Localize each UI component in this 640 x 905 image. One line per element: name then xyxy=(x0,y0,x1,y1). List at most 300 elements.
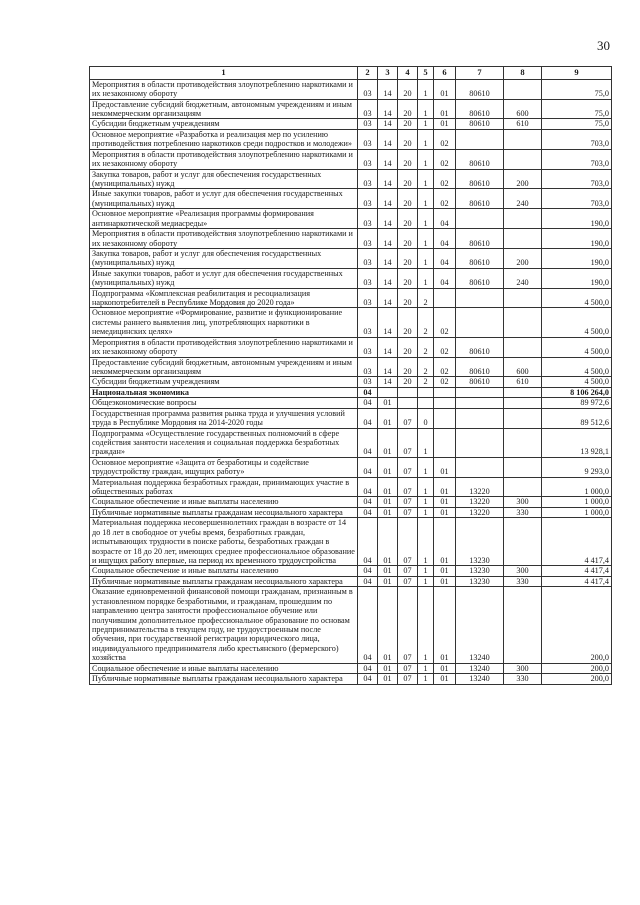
row-code-c8: 200 xyxy=(504,248,542,268)
row-code-c2: 04 xyxy=(358,576,378,586)
row-amount: 190,0 xyxy=(542,248,612,268)
row-code-c5: 1 xyxy=(418,457,434,477)
row-code-c4: 07 xyxy=(398,663,418,673)
row-code-c6: 01 xyxy=(434,497,456,507)
row-code-c8: 300 xyxy=(504,566,542,576)
row-code-c3: 14 xyxy=(378,337,398,357)
table-row xyxy=(90,337,612,357)
row-code-c8: 330 xyxy=(504,674,542,684)
row-code-c5: 1 xyxy=(418,576,434,586)
row-amount: 200,0 xyxy=(542,663,612,673)
row-code-c2: 03 xyxy=(358,308,378,337)
row-code-c8 xyxy=(504,308,542,337)
row-code-c3: 01 xyxy=(378,518,398,566)
row-code-c6: 01 xyxy=(434,587,456,663)
row-code-c3: 01 xyxy=(378,477,398,497)
row-amount: 4 417,4 xyxy=(542,576,612,586)
row-code-c4: 20 xyxy=(398,229,418,249)
row-code-c3 xyxy=(378,387,398,397)
table-row xyxy=(90,576,612,586)
row-code-c2: 04 xyxy=(358,387,378,397)
row-name: Основное мероприятие «Формирование, развитие и функционирование системы раннего выявления лиц, употребляющих наркотики в немедицинских целях» xyxy=(90,308,358,337)
row-code-c6 xyxy=(434,398,456,408)
budget-table xyxy=(89,66,612,685)
row-code-c8: 300 xyxy=(504,663,542,673)
row-code-c4: 07 xyxy=(398,507,418,517)
row-code-c6 xyxy=(434,428,456,457)
row-code-c2: 04 xyxy=(358,477,378,497)
row-code-c3: 14 xyxy=(378,79,398,99)
row-code-c4: 20 xyxy=(398,189,418,209)
row-code-c7: 13240 xyxy=(456,663,504,673)
row-code-c5: 1 xyxy=(418,189,434,209)
column-header-4: 4 xyxy=(398,67,418,80)
row-code-c8: 600 xyxy=(504,99,542,119)
row-code-c6: 04 xyxy=(434,268,456,288)
row-code-c7: 80610 xyxy=(456,99,504,119)
row-code-c6: 01 xyxy=(434,99,456,119)
row-code-c6: 01 xyxy=(434,576,456,586)
row-name: Общеэкономические вопросы xyxy=(90,398,358,408)
row-code-c8: 600 xyxy=(504,357,542,377)
row-code-c3: 14 xyxy=(378,189,398,209)
row-code-c7: 13230 xyxy=(456,518,504,566)
row-code-c5 xyxy=(418,387,434,397)
row-code-c3: 01 xyxy=(378,428,398,457)
row-name: Мероприятия в области противодействия злоупотреблению наркотиками и их незаконному обороту xyxy=(90,149,358,169)
row-code-c2: 03 xyxy=(358,79,378,99)
row-code-c8 xyxy=(504,229,542,249)
row-code-c2: 03 xyxy=(358,377,378,387)
row-code-c2: 03 xyxy=(358,229,378,249)
row-code-c3: 01 xyxy=(378,674,398,684)
row-code-c4: 07 xyxy=(398,576,418,586)
row-code-c3: 14 xyxy=(378,377,398,387)
row-code-c8: 240 xyxy=(504,268,542,288)
row-amount: 4 417,4 xyxy=(542,518,612,566)
row-name: Мероприятия в области противодействия злоупотреблению наркотиками и их незаконному обороту xyxy=(90,229,358,249)
table-row xyxy=(90,79,612,99)
row-code-c7 xyxy=(456,428,504,457)
row-code-c8: 610 xyxy=(504,119,542,129)
row-amount: 190,0 xyxy=(542,229,612,249)
row-code-c4: 20 xyxy=(398,209,418,229)
row-code-c7 xyxy=(456,398,504,408)
row-code-c6: 02 xyxy=(434,337,456,357)
row-code-c6: 04 xyxy=(434,229,456,249)
row-name: Предоставление субсидий бюджетным, автономным учреждениям и иным некоммерческим организациям xyxy=(90,99,358,119)
row-name: Публичные нормативные выплаты гражданам несоциального характера xyxy=(90,507,358,517)
row-code-c8 xyxy=(504,387,542,397)
row-code-c5 xyxy=(418,398,434,408)
table-row xyxy=(90,428,612,457)
row-code-c5: 1 xyxy=(418,566,434,576)
row-code-c2: 04 xyxy=(358,457,378,477)
row-code-c6: 02 xyxy=(434,149,456,169)
row-code-c8: 330 xyxy=(504,576,542,586)
row-code-c8 xyxy=(504,428,542,457)
row-name: Основное мероприятие «Защита от безработицы и содействие трудоустройству граждан, ищущих работу» xyxy=(90,457,358,477)
row-code-c7: 80610 xyxy=(456,229,504,249)
row-code-c6: 02 xyxy=(434,129,456,149)
row-code-c8 xyxy=(504,209,542,229)
row-name: Иные закупки товаров, работ и услуг для обеспечения государственных (муниципальных) нужд xyxy=(90,189,358,209)
row-amount: 703,0 xyxy=(542,189,612,209)
row-code-c3: 01 xyxy=(378,497,398,507)
row-code-c7 xyxy=(456,408,504,428)
row-name: Подпрограмма «Комплексная реабилитация и ресоциализация наркопотребителей в Республике Мордовия до 2020 года» xyxy=(90,288,358,308)
row-code-c8 xyxy=(504,129,542,149)
row-code-c5: 2 xyxy=(418,357,434,377)
row-code-c2: 04 xyxy=(358,587,378,663)
row-code-c6: 01 xyxy=(434,79,456,99)
row-code-c7: 80610 xyxy=(456,149,504,169)
row-code-c7 xyxy=(456,288,504,308)
row-amount: 1 000,0 xyxy=(542,477,612,497)
row-code-c4: 20 xyxy=(398,129,418,149)
table-row xyxy=(90,357,612,377)
row-amount: 9 293,0 xyxy=(542,457,612,477)
row-name: Публичные нормативные выплаты гражданам несоциального характера xyxy=(90,576,358,586)
row-code-c7 xyxy=(456,457,504,477)
row-code-c8 xyxy=(504,149,542,169)
column-header-9: 9 xyxy=(542,67,612,80)
row-code-c5: 1 xyxy=(418,169,434,189)
row-code-c4: 07 xyxy=(398,518,418,566)
row-code-c6: 02 xyxy=(434,357,456,377)
row-code-c6: 02 xyxy=(434,377,456,387)
table-row xyxy=(90,477,612,497)
row-name: Публичные нормативные выплаты гражданам несоциального характера xyxy=(90,674,358,684)
row-code-c2: 03 xyxy=(358,288,378,308)
row-code-c5: 0 xyxy=(418,408,434,428)
row-code-c8: 610 xyxy=(504,377,542,387)
row-code-c6: 04 xyxy=(434,248,456,268)
column-header-5: 5 xyxy=(418,67,434,80)
row-code-c7: 80610 xyxy=(456,377,504,387)
row-code-c8 xyxy=(504,408,542,428)
row-code-c7: 80610 xyxy=(456,169,504,189)
row-code-c7 xyxy=(456,387,504,397)
row-code-c5: 1 xyxy=(418,268,434,288)
row-code-c8: 330 xyxy=(504,507,542,517)
row-name: Мероприятия в области противодействия злоупотреблению наркотиками и их незаконному обороту xyxy=(90,337,358,357)
row-code-c7: 80610 xyxy=(456,248,504,268)
row-code-c2: 03 xyxy=(358,357,378,377)
row-code-c8 xyxy=(504,518,542,566)
table-body xyxy=(90,79,612,684)
row-code-c4: 07 xyxy=(398,566,418,576)
row-code-c4: 07 xyxy=(398,497,418,507)
row-code-c3: 01 xyxy=(378,566,398,576)
row-amount: 1 000,0 xyxy=(542,507,612,517)
row-name: Закупка товаров, работ и услуг для обеспечения государственных (муниципальных) нужд xyxy=(90,169,358,189)
row-code-c3: 14 xyxy=(378,288,398,308)
table-row xyxy=(90,674,612,684)
row-amount: 1 000,0 xyxy=(542,497,612,507)
row-code-c4: 07 xyxy=(398,674,418,684)
row-code-c7: 80610 xyxy=(456,357,504,377)
row-name: Закупка товаров, работ и услуг для обеспечения государственных (муниципальных) нужд xyxy=(90,248,358,268)
row-code-c4: 20 xyxy=(398,79,418,99)
row-code-c3: 14 xyxy=(378,119,398,129)
row-code-c4: 07 xyxy=(398,428,418,457)
row-code-c3: 14 xyxy=(378,99,398,119)
row-code-c2: 03 xyxy=(358,337,378,357)
row-code-c3: 01 xyxy=(378,587,398,663)
table-row xyxy=(90,288,612,308)
row-amount: 703,0 xyxy=(542,129,612,149)
row-code-c2: 03 xyxy=(358,169,378,189)
row-name: Подпрограмма «Осуществление государственных полномочий в сфере содействия занятости населения и социальная поддержка безработных граждан» xyxy=(90,428,358,457)
column-header-7: 7 xyxy=(456,67,504,80)
row-code-c6: 02 xyxy=(434,169,456,189)
row-name: Социальное обеспечение и иные выплаты населению xyxy=(90,497,358,507)
row-name: Государственная программа развития рынка труда и улучшения условий труда в Республике Мордовия на 2014-2020 годы xyxy=(90,408,358,428)
table-row xyxy=(90,149,612,169)
row-name: Предоставление субсидий бюджетным, автономным учреждениям и иным некоммерческим организациям xyxy=(90,357,358,377)
column-header-6: 6 xyxy=(434,67,456,80)
row-code-c7: 13220 xyxy=(456,477,504,497)
row-name: Субсидии бюджетным учреждениям xyxy=(90,377,358,387)
row-amount: 200,0 xyxy=(542,674,612,684)
row-code-c3: 14 xyxy=(378,229,398,249)
row-code-c7: 13230 xyxy=(456,576,504,586)
row-code-c3: 14 xyxy=(378,268,398,288)
row-code-c3: 01 xyxy=(378,408,398,428)
row-name: Основное мероприятие «Реализация программы формирования антинаркотической медиасреды» xyxy=(90,209,358,229)
row-code-c6: 02 xyxy=(434,189,456,209)
row-code-c5: 1 xyxy=(418,229,434,249)
row-code-c3: 01 xyxy=(378,576,398,586)
row-code-c7: 80610 xyxy=(456,119,504,129)
row-code-c2: 03 xyxy=(358,99,378,119)
row-code-c8 xyxy=(504,477,542,497)
row-code-c4: 20 xyxy=(398,268,418,288)
row-code-c7: 80610 xyxy=(456,79,504,99)
table-row xyxy=(90,408,612,428)
row-code-c5: 1 xyxy=(418,119,434,129)
row-code-c8: 240 xyxy=(504,189,542,209)
table-row xyxy=(90,507,612,517)
row-code-c3: 01 xyxy=(378,507,398,517)
row-code-c3: 01 xyxy=(378,663,398,673)
row-code-c5: 1 xyxy=(418,674,434,684)
row-amount: 703,0 xyxy=(542,169,612,189)
row-amount: 75,0 xyxy=(542,79,612,99)
row-code-c7 xyxy=(456,209,504,229)
row-code-c8 xyxy=(504,587,542,663)
row-code-c4: 20 xyxy=(398,308,418,337)
row-code-c4: 20 xyxy=(398,99,418,119)
row-code-c3: 14 xyxy=(378,169,398,189)
row-code-c4: 20 xyxy=(398,169,418,189)
table-row xyxy=(90,497,612,507)
row-code-c2: 03 xyxy=(358,209,378,229)
row-code-c6: 01 xyxy=(434,674,456,684)
row-code-c5: 1 xyxy=(418,209,434,229)
table-row xyxy=(90,518,612,566)
row-code-c3: 01 xyxy=(378,398,398,408)
row-code-c3: 14 xyxy=(378,308,398,337)
table-row xyxy=(90,129,612,149)
row-code-c5: 1 xyxy=(418,587,434,663)
row-code-c5: 1 xyxy=(418,149,434,169)
table-row xyxy=(90,308,612,337)
row-code-c2: 04 xyxy=(358,497,378,507)
row-amount: 4 500,0 xyxy=(542,377,612,387)
row-code-c7: 13220 xyxy=(456,497,504,507)
table-row xyxy=(90,209,612,229)
row-code-c8 xyxy=(504,79,542,99)
table-row xyxy=(90,663,612,673)
row-code-c8 xyxy=(504,398,542,408)
row-code-c3: 14 xyxy=(378,248,398,268)
row-amount: 89 972,6 xyxy=(542,398,612,408)
row-amount: 8 106 264,0 xyxy=(542,387,612,397)
table-row xyxy=(90,587,612,663)
row-code-c4: 20 xyxy=(398,288,418,308)
row-code-c5: 1 xyxy=(418,497,434,507)
row-code-c7 xyxy=(456,129,504,149)
row-code-c5: 1 xyxy=(418,477,434,497)
row-code-c6 xyxy=(434,387,456,397)
table-row xyxy=(90,566,612,576)
row-name: Социальное обеспечение и иные выплаты населению xyxy=(90,663,358,673)
row-amount: 4 500,0 xyxy=(542,357,612,377)
row-code-c6: 01 xyxy=(434,518,456,566)
row-name: Субсидии бюджетным учреждениям xyxy=(90,119,358,129)
row-name: Национальная экономика xyxy=(90,387,358,397)
table-row xyxy=(90,387,612,397)
table-row xyxy=(90,169,612,189)
row-code-c4: 07 xyxy=(398,408,418,428)
row-code-c4: 20 xyxy=(398,357,418,377)
row-code-c7: 13220 xyxy=(456,507,504,517)
row-code-c4: 07 xyxy=(398,587,418,663)
row-amount: 75,0 xyxy=(542,99,612,119)
row-code-c5: 2 xyxy=(418,377,434,387)
row-code-c6: 01 xyxy=(434,507,456,517)
row-name: Оказание единовременной финансовой помощи гражданам, признанным в установленном порядке безработными, и гражданам, прошедшим по направлению центра занятости профессиональное обучение или получившим дополнительное профессиональное образование по основам предпринимательства в текущем году, не трудоустроенным после обучения, при государственной регистрации юридического лица, индивидуального предпринимателя либо крестьянского (фермерского) хозяйства xyxy=(90,587,358,663)
row-code-c8: 200 xyxy=(504,169,542,189)
row-code-c8 xyxy=(504,337,542,357)
row-code-c6: 01 xyxy=(434,663,456,673)
row-code-c5: 1 xyxy=(418,663,434,673)
row-code-c4: 20 xyxy=(398,337,418,357)
row-code-c2: 03 xyxy=(358,268,378,288)
row-name: Иные закупки товаров, работ и услуг для обеспечения государственных (муниципальных) нужд xyxy=(90,268,358,288)
row-amount: 4 417,4 xyxy=(542,566,612,576)
row-amount: 89 512,6 xyxy=(542,408,612,428)
page-number: 30 xyxy=(597,38,610,53)
table-row xyxy=(90,457,612,477)
row-code-c4: 20 xyxy=(398,377,418,387)
row-code-c2: 04 xyxy=(358,428,378,457)
row-code-c2: 03 xyxy=(358,119,378,129)
table-row xyxy=(90,268,612,288)
row-code-c6 xyxy=(434,288,456,308)
row-code-c5: 2 xyxy=(418,288,434,308)
table-row xyxy=(90,119,612,129)
row-code-c6: 01 xyxy=(434,477,456,497)
row-code-c6: 01 xyxy=(434,566,456,576)
row-code-c5: 1 xyxy=(418,99,434,119)
row-name: Материальная поддержка безработных граждан, принимающих участие в общественных работах xyxy=(90,477,358,497)
row-code-c8 xyxy=(504,457,542,477)
row-name: Материальная поддержка несовершеннолетних граждан в возрасте от 14 до 18 лет в свободное от учебы время, безработных граждан, испытывающих трудности в поиске работы, безработных граждан в возрасте от 18 до 20 лет, имеющих среднее профессиональное образование и ищущих работу впервые, на период их временного трудоустройства xyxy=(90,518,358,566)
row-code-c8: 300 xyxy=(504,497,542,507)
row-code-c4: 07 xyxy=(398,477,418,497)
column-header-1: 1 xyxy=(90,67,358,80)
row-code-c6 xyxy=(434,408,456,428)
row-code-c7: 13230 xyxy=(456,566,504,576)
row-code-c5: 1 xyxy=(418,248,434,268)
row-code-c3: 14 xyxy=(378,357,398,377)
row-code-c7: 13240 xyxy=(456,587,504,663)
row-code-c2: 04 xyxy=(358,663,378,673)
row-code-c2: 04 xyxy=(358,566,378,576)
row-code-c2: 03 xyxy=(358,189,378,209)
row-code-c5: 1 xyxy=(418,79,434,99)
row-code-c5: 1 xyxy=(418,428,434,457)
row-amount: 4 500,0 xyxy=(542,288,612,308)
row-name: Основное мероприятие «Разработка и реализация мер по усилению противодействия потреблению наркотиков среди подростков и молодежи» xyxy=(90,129,358,149)
row-code-c2: 04 xyxy=(358,507,378,517)
row-amount: 13 928,1 xyxy=(542,428,612,457)
column-header-2: 2 xyxy=(358,67,378,80)
row-code-c7 xyxy=(456,308,504,337)
row-code-c2: 04 xyxy=(358,398,378,408)
row-amount: 200,0 xyxy=(542,587,612,663)
row-name: Мероприятия в области противодействия злоупотреблению наркотиками и их незаконному обороту xyxy=(90,79,358,99)
row-name: Социальное обеспечение и иные выплаты населению xyxy=(90,566,358,576)
row-code-c3: 14 xyxy=(378,209,398,229)
row-code-c3: 01 xyxy=(378,457,398,477)
row-code-c5: 2 xyxy=(418,337,434,357)
row-code-c5: 1 xyxy=(418,129,434,149)
row-code-c2: 04 xyxy=(358,674,378,684)
row-code-c4 xyxy=(398,398,418,408)
row-code-c2: 04 xyxy=(358,518,378,566)
row-amount: 4 500,0 xyxy=(542,337,612,357)
row-code-c7: 13240 xyxy=(456,674,504,684)
row-code-c5: 2 xyxy=(418,308,434,337)
table-row xyxy=(90,189,612,209)
row-code-c3: 14 xyxy=(378,149,398,169)
row-code-c6: 01 xyxy=(434,119,456,129)
row-code-c6: 01 xyxy=(434,457,456,477)
row-code-c4 xyxy=(398,387,418,397)
table-row xyxy=(90,99,612,119)
table-header-row xyxy=(90,67,612,80)
row-code-c7: 80610 xyxy=(456,337,504,357)
row-code-c5: 1 xyxy=(418,518,434,566)
row-code-c7: 80610 xyxy=(456,268,504,288)
row-code-c3: 14 xyxy=(378,129,398,149)
row-code-c2: 04 xyxy=(358,408,378,428)
row-code-c7: 80610 xyxy=(456,189,504,209)
table-row xyxy=(90,248,612,268)
row-amount: 703,0 xyxy=(542,149,612,169)
row-amount: 75,0 xyxy=(542,119,612,129)
row-amount: 4 500,0 xyxy=(542,308,612,337)
column-header-3: 3 xyxy=(378,67,398,80)
column-header-8: 8 xyxy=(504,67,542,80)
row-amount: 190,0 xyxy=(542,209,612,229)
row-code-c5: 1 xyxy=(418,507,434,517)
row-code-c4: 20 xyxy=(398,149,418,169)
